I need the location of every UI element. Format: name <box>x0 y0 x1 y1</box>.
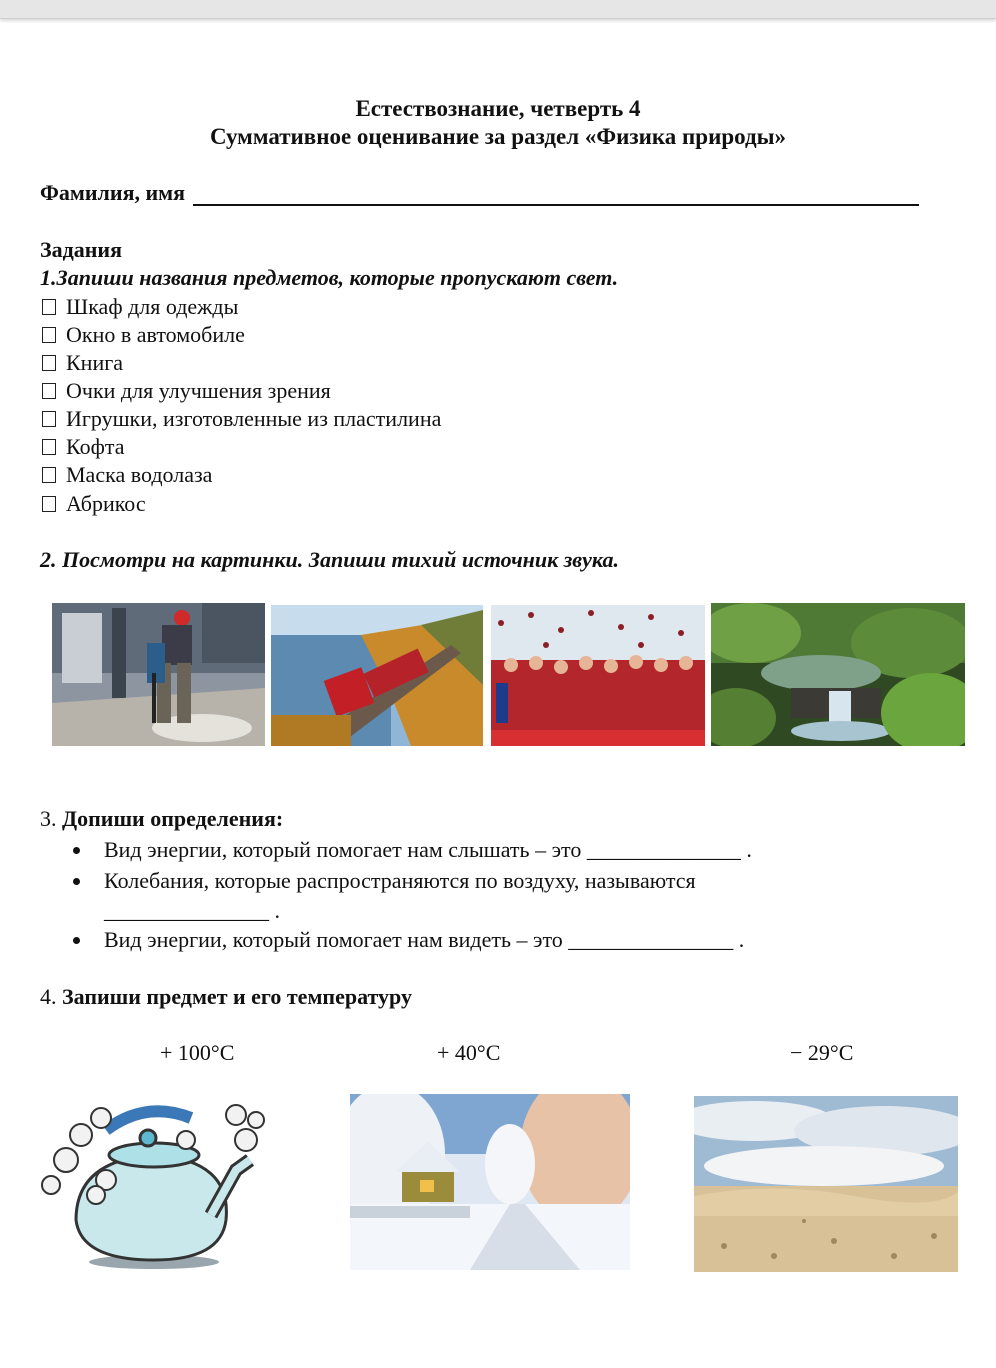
checkbox-icon <box>42 355 56 371</box>
picture-forest-waterfall <box>711 603 965 746</box>
definition-item: Вид энергии, который помогает нам видеть – это _______________ . <box>104 927 745 952</box>
bullet-icon <box>73 937 80 944</box>
temperature-label: + 40°C <box>437 1040 501 1065</box>
bullet-icon <box>73 878 80 885</box>
checklist-item: Окно в автомобиле <box>42 322 245 348</box>
name-blank-line <box>193 182 919 206</box>
picture-jackhammer-worker <box>52 603 265 746</box>
document-subtitle: Суммативное оценивание за раздел «Физика природы» <box>209 124 787 149</box>
checkbox-icon <box>42 467 56 483</box>
checkbox-icon <box>42 383 56 399</box>
checklist-item: Маска водолаза <box>42 462 212 488</box>
checklist-item: Шкаф для одежды <box>42 294 238 320</box>
task4-heading: 4. Запиши предмет и его температуру <box>40 984 413 1009</box>
checkbox-icon <box>42 411 56 427</box>
picture-train-by-lake <box>271 605 483 746</box>
document-title: Естествознание, четверть 4 <box>355 96 641 121</box>
checklist-item: Книга <box>42 350 123 376</box>
bullet-icon <box>73 847 80 854</box>
picture-desert <box>694 1096 958 1272</box>
checkbox-icon <box>42 439 56 455</box>
checklist-item: Кофта <box>42 434 124 460</box>
tasks-heading: Задания <box>40 237 122 262</box>
picture-winter-village <box>350 1094 630 1270</box>
checkbox-icon <box>42 496 56 512</box>
temperature-label: + 100°C <box>160 1040 235 1065</box>
checklist-item: Очки для улучшения зрения <box>42 378 331 404</box>
name-label: Фамилия, имя <box>40 180 186 205</box>
definition-item: Вид энергии, который помогает нам слышать – это ______________ . <box>104 837 752 862</box>
viewer-top-bar <box>0 0 996 19</box>
task1-prompt: 1.Запиши названия предметов, которые пропускают свет. <box>40 265 619 290</box>
checkbox-icon <box>42 299 56 315</box>
checkbox-icon <box>42 327 56 343</box>
task3-heading: 3. Допиши определения: <box>40 806 284 831</box>
definition-item: Колебания, которые распространяются по воздуху, называются <box>104 868 696 893</box>
definition-item-blank: _______________ . <box>104 898 280 923</box>
checklist-item: Игрушки, изготовленные из пластилина <box>42 406 441 432</box>
student-name-field <box>40 180 919 206</box>
temperature-label: − 29°C <box>790 1040 854 1065</box>
task2-prompt: 2. Посмотри на картинки. Запиши тихий источник звука. <box>40 547 619 572</box>
checklist-item: Абрикос <box>42 491 146 517</box>
picture-boiling-kettle <box>36 1100 266 1272</box>
picture-cheering-crowd <box>491 605 705 746</box>
